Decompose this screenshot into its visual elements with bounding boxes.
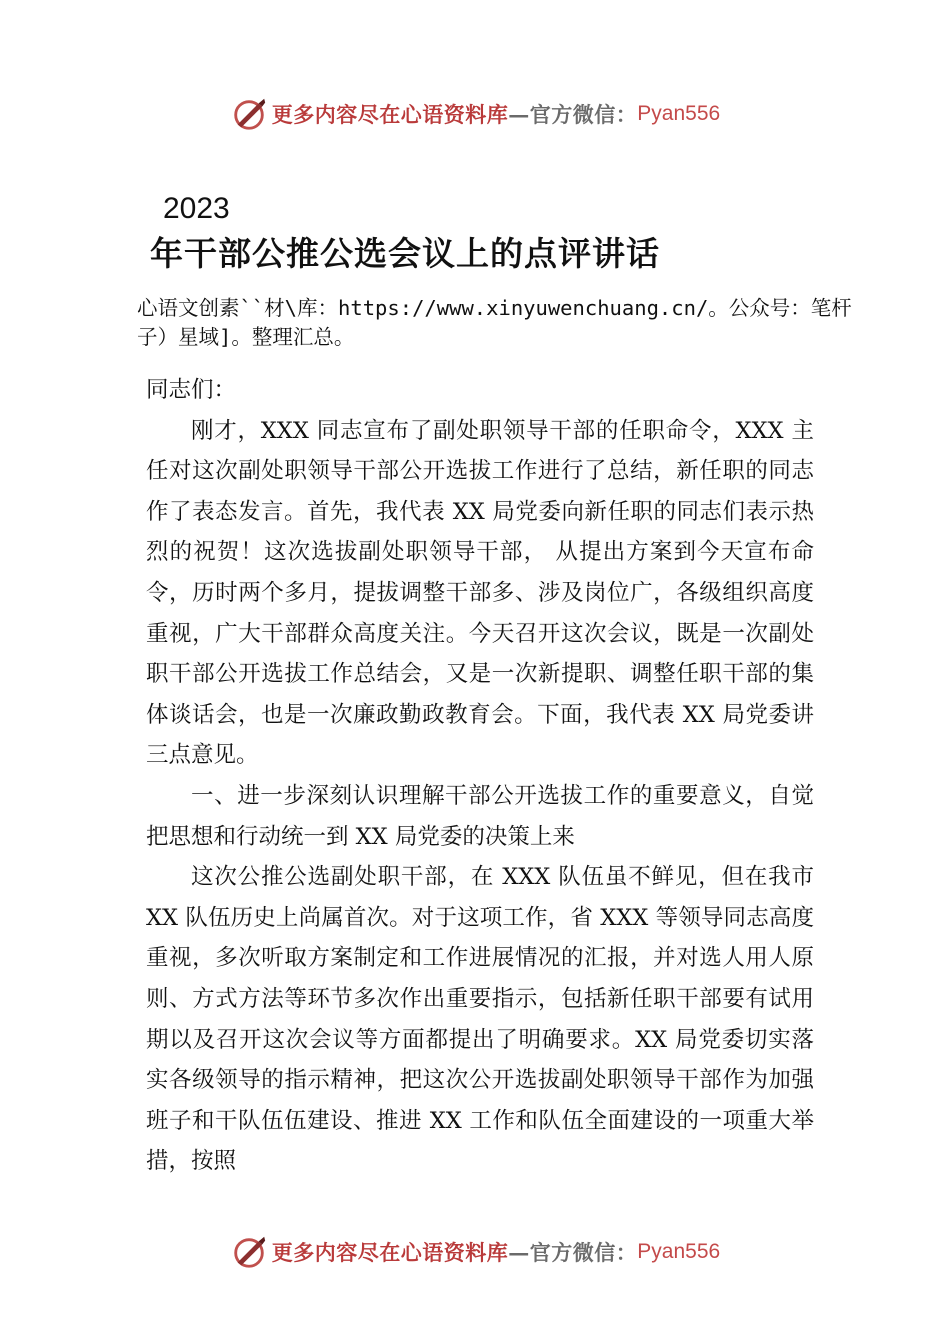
banner-label: 官方微信：: [529, 102, 638, 127]
paragraph: 刚才，XXX 同志宣布了副处职领导干部的任职命令，XXX 主任对这次副处职领导干部公开选拔工作进行了总结，新任职的同志作了表态发言。首先，我代表 XX 局党委向新任职的同志们表示热烈的祝贺！这次选拔副处职领导干部， 从提出方案到今天宣布命令，历时两个多月，提拔调整干部多、涉及岗位广，各级组织高度重视，广大干部群众高度关注。今天召开这次会议，既是一次副处职干部公开选拔工作总结会，又是一次新提职、调整任职干部的集体谈话会，也是一次廉政勤政教育会。下面，我代表 XX 局党委讲三点意见。: [146, 417, 814, 769]
pen-circle-logo-icon: [230, 1233, 268, 1271]
paragraph: 这次公推公选副处职干部，在 XXX 队伍虽不鲜见，但在我市 XX 队伍历史上尚属首次。对于这项工作，省 XXX 等领导同志高度重视，多次听取方案制定和工作进展情况的汇报，并对选人用人原则、方式方法等环节多次作出重要指示，包括新任职干部要有试用期以及召开这次会议等方面都提出了明确要求。XX 局党委切实落实各级领导的指示精神，把这次公开选拔副处职领导干部作为加强班子和干队伍伍建设、推进 XX 工作和队伍全面建设的一项重大举措，按照: [146, 864, 814, 1175]
section-heading: 一、进一步深刻认识理解干部公开选拔工作的重要意义，自觉把思想和行动统一到 XX 局党委的决策上来: [146, 782, 814, 850]
footer-watermark-banner: [0, 1232, 950, 1272]
banner-account: Pyan556: [637, 1240, 721, 1263]
page-title: 年干部公推公选会议上的点评讲话: [150, 234, 660, 273]
banner-label: 官方微信：: [529, 1240, 638, 1265]
banner-separator: —: [508, 1239, 530, 1265]
banner-account: Pyan556: [637, 102, 721, 125]
document-body: [146, 370, 814, 1182]
banner-brand: 更多内容尽在心语资料库: [271, 1240, 509, 1265]
pen-circle-logo-icon: [230, 95, 268, 133]
banner-separator: —: [508, 101, 530, 127]
banner-brand: 更多内容尽在心语资料库: [271, 102, 509, 127]
header-watermark-banner: [0, 94, 950, 134]
source-note: 心语文创素``材\库：https://www.xinyuwenchuang.cn/。公众号：笔杆子）星域]。整理汇总。: [137, 296, 852, 349]
title-year: 2023: [163, 192, 230, 225]
salutation: 同志们：: [146, 377, 237, 403]
